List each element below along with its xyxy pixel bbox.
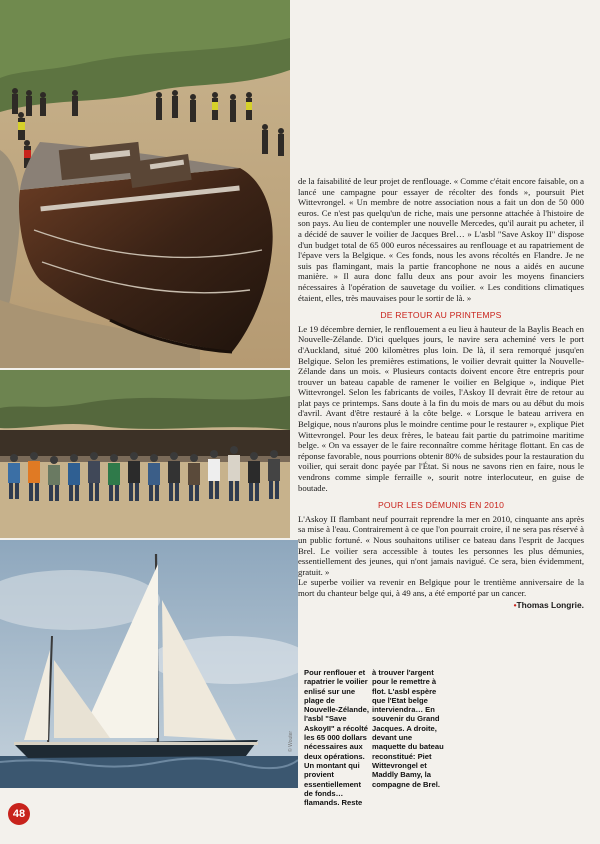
closing-paragraph: Le superbe voilier va revenir en Belgique pour le trentième anniversaire de la mort du chanteur belge qui, à 49 ans, a été emporté par un cancer. bbox=[298, 577, 584, 598]
section-retour-text: Le 19 décembre dernier, le renflouement a eu lieu à hauteur de la Baylis Beach en Nouvelle-Zélande. D'ici quelques jours, le navire sera acheminé vers le port d'Auckland, situé 200 kilomètres plus loin. De là, il sera remorqué jusqu'en Belgique. Selon les premières estimations, le voilier devrait quitter la Nouvelle-Zélande dans un mois. « Plusieurs contacts doivent encore être entrepris pour trouver un bateau capable de ramener le voilier en Belgique », indique Piet Wittevrongel. Selon les fabricants de voiles, l'Askoy II devrait être de retour au plat pays ce printemps. Sans doute à la fin du mois de mars ou au début du mois d'avril. Avant d'être restauré à la côte belge. « Lorsque le bateau arrivera en Belgique, nous n'aurons plus le moindre centime pour le restaurer », explique Piet Wittevrongel. Pour les deux frères, le bateau fait partie du patrimoine maritime belge. « On va essayer de le faire reconnaître comme héritage flottant. En cas de réponse favorable, nous pourrions obtenir 80% de subsides pour la restauration du voilier, qui serait donc payée par l'État. Si nous ne savons rien en faire, nous le vendrons comme simple ferraille », sourit notre interlocuteur, en guise de boutade. bbox=[298, 323, 584, 493]
photo-credit: © Wouter bbox=[288, 730, 294, 752]
shipwreck-photo bbox=[0, 0, 290, 368]
author-signature bbox=[298, 600, 584, 611]
photo-caption-left: Pour renflouer et rapatrier le voilier enlisé sur une plage de Nouvelle-Zélande, l'asbl "Save AskoyII" a récolté les 65 000 dollars nécessaires aux deux opérations. Un montant qui provient essentiellement de fonds… flamands. Reste bbox=[304, 668, 369, 808]
signature-bullet: • bbox=[513, 599, 517, 610]
section-demunis-text: L'Askoy II flambant neuf pourrait reprendre la mer en 2010, cinquante ans après sa mise à l'eau. Contrairement à ce que l'on pourrait croire, il ne sera pas réservé à un public fortuné. « Nous souhaitons utiliser ce bateau dans l'esprit de Jacques Brel. Le voilier sera accessible à toutes les personnes les plus démunies, essentiellement des jeunes, qui n'ont jamais navigué. Ce sera, bien évidemment, gratuit. » bbox=[298, 513, 584, 577]
section-heading-demunis: POUR LES DÉMUNIS EN 2010 bbox=[377, 500, 505, 511]
photo-caption-right: à trouver l'argent pour le remettre à flot. L'asbl espère que l'Etat belge interviendra… En souvenir du Grand Jacques. A droite, devant une maquette du bateau reconstitué: Piet Wittevrongel et Maddly Bamy, la compagne de Brel. bbox=[372, 668, 444, 789]
article-body bbox=[298, 176, 584, 610]
author-name: Thomas Longrie. bbox=[516, 599, 584, 610]
sailboat-photo bbox=[0, 540, 298, 788]
page-number-badge: 48 bbox=[8, 803, 30, 825]
group-photo bbox=[0, 370, 290, 538]
section-heading-retour: DE RETOUR AU PRINTEMPS bbox=[380, 310, 502, 321]
intro-paragraph: de la faisabilité de leur projet de renflouage. « Comme c'était encore faisable, on a lancé une campagne pour essayer de récolter des fonds », poursuit Piet Wittevrongel. « Un membre de notre association nous a fait un don de 50 000 euros. Ce n'est pas quelqu'un de riche, mais une personne attachée à l'histoire de son pays. Au lieu de contempler une nouvelle Mercedes, qu'il aurait pu acheter, il a décidé de sauver le voilier de Jacques Brel… » L'asbl "Save Askoy II" dispose d'un budget total de 65 000 euros nécessaires au renflouage et au rapatriement de l'épave vers la Belgique. « Ces fonds, nous les avons récoltés en Flandre. Je ne suis pas flamingant, mais la partie francophone ne nous a aidés en aucune manière. » Il aura donc fallu deux ans pour avoir les moyens financiers nécessaires à l'opération de sauvetage du voilier. « Les conditions climatiques étaient, elles, très mauvaises pour le sortir de là. » bbox=[298, 176, 584, 303]
